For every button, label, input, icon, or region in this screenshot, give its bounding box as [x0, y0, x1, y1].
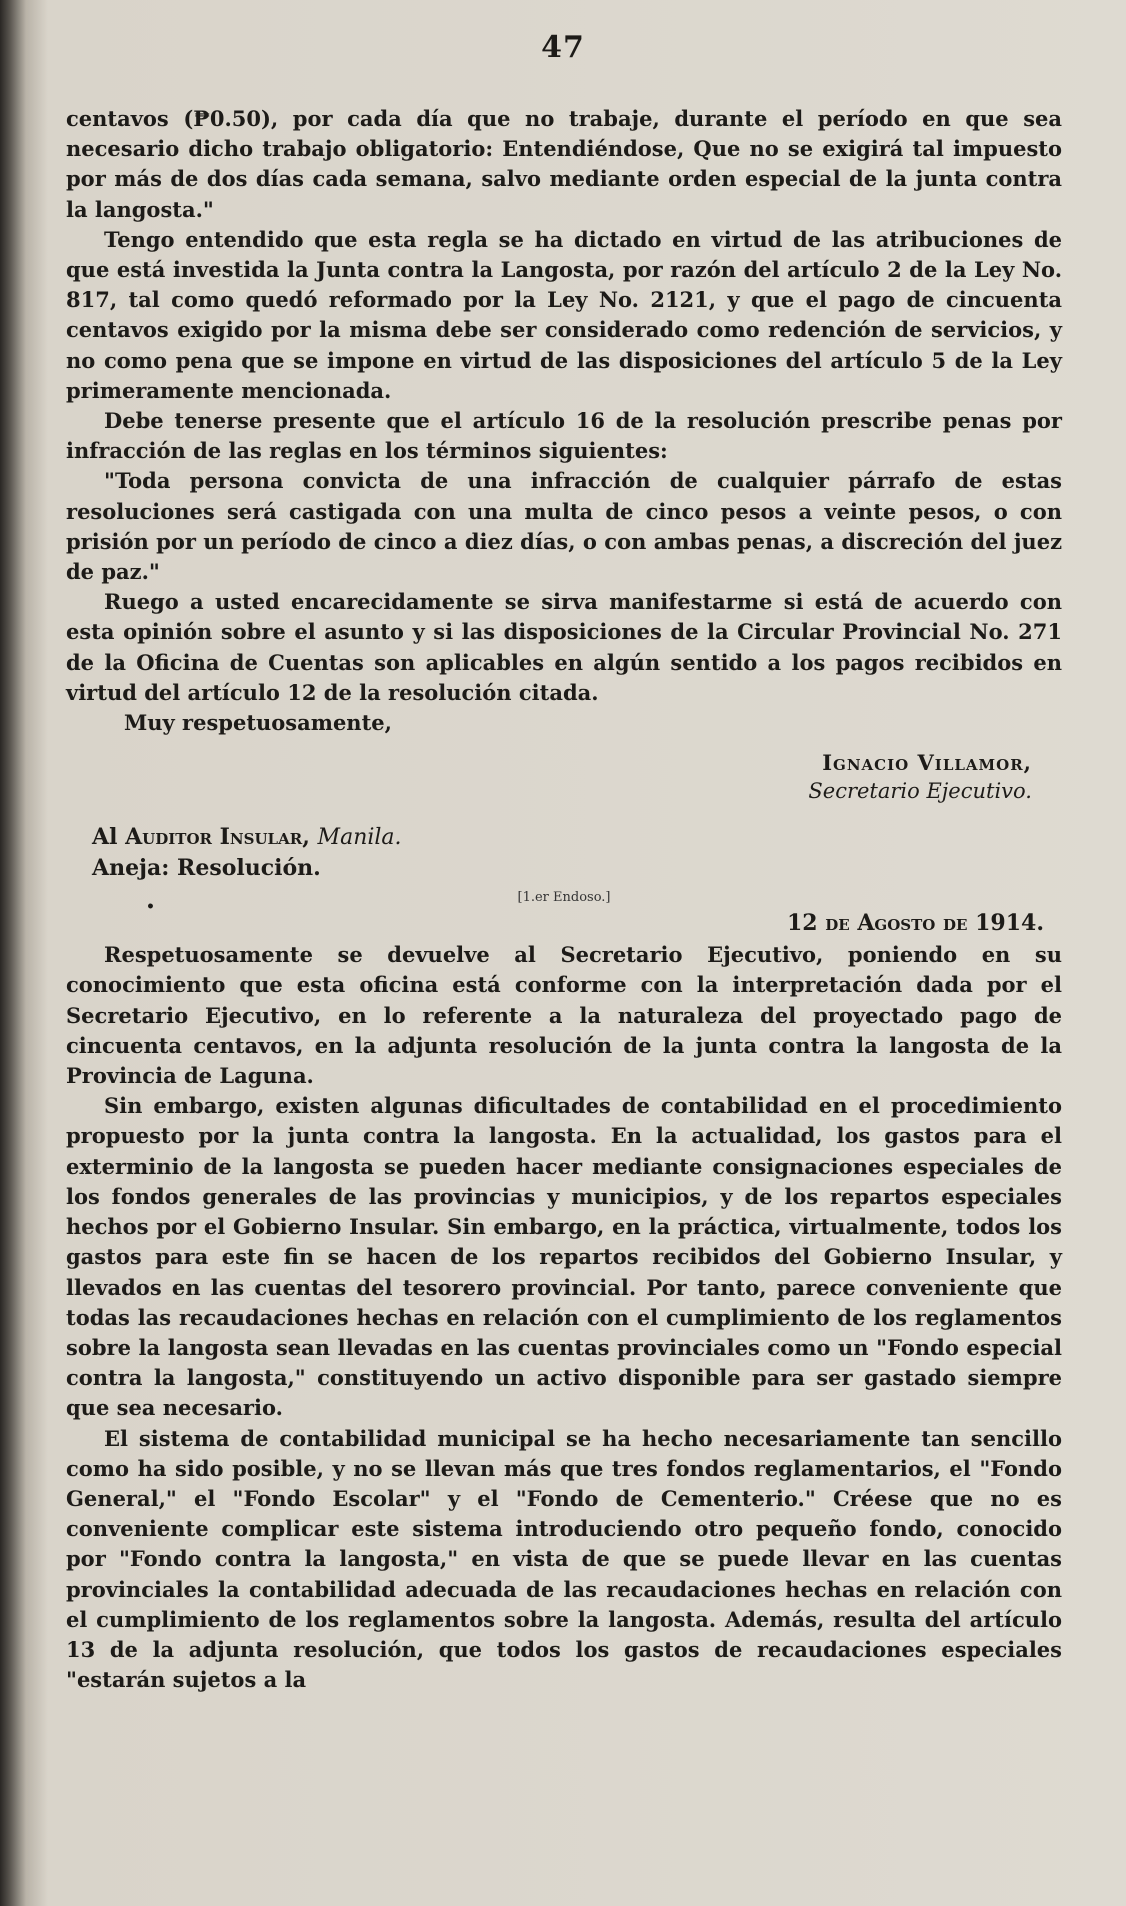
paragraph-municipal-accounting: El sistema de contabilidad municipal se ha hecho necesariamente tan sencillo como ha sido posible, y no se llevan más que tres fondos reglamentarios, el "Fondo General," el "Fondo Escolar" y el "Fondo de Cementerio." Créese que no es conveniente complicar este sistema introduciendo otro pequeño fondo, conocido por "Fondo contra la langosta," en vista de que se puede llevar en las cuentas provinciales la contabilidad adecuada de las recaudaciones hechas en relación con el cumplimiento de los reglamentos sobre la langosta. Además, resulta del artículo 13 de la adjunta resolución, que todos los gastos de recaudaciones especiales "estarán sujetos a la — [66, 1425, 1062, 1693]
paragraph-endorsement-reply: Respetuosamente se devuelve al Secretario Ejecutivo, poniendo en su conocimiento que esta oficina está conforme con la interpretación dada por el Secretario Ejecutivo, en lo referente a la naturaleza del proyectado pago de cincuenta centavos, en la adjunta resolución de la junta contra la langosta de la Provincia de Laguna. — [66, 942, 1062, 1089]
endorsement-heading: [1.er Endoso.] — [517, 890, 611, 906]
addressee-recipient: Auditor Insular, — [125, 824, 310, 851]
letter-body — [66, 104, 1062, 1695]
paragraph-request: Ruego a usted encarecidamente se sirva manifestarme si está de acuerdo con esta opinión sobre el asunto y si las disposiciones de la Circular Provincial No. 271 de la Oficina de Cuentas son aplicables en algún sentido a los pagos recibidos en virtud del artículo 12 de la resolución citada. — [66, 589, 1062, 705]
page-number: 47 — [541, 30, 585, 65]
signature-block — [66, 748, 1062, 806]
paragraph-accounting-difficulties: Sin embargo, existen algunas dificultades de contabilidad en el procedimiento propuesto por la junta contra la langosta. En la actualidad, los gastos para el exterminio de la langosta se pueden hacer mediante consignaciones especiales de los fondos generales de las provincias y municipios, y de los repartos especiales hechos por el Gobierno Insular. Sin embargo, en la práctica, virtualmente, todos los gastos para este fin se hacen de los repartos recibidos del Gobierno Insular, y llevados en las cuentas del tesorero provincial. Por tanto, parece conveniente que todas las recaudaciones hechas en relación con el cumplimiento de los reglamentos sobre la langosta sean llevadas en las cuentas provinciales como un "Fondo especial contra la langosta," constituyendo un activo disponible para ser gastado siempre que sea necesario. — [66, 1093, 1062, 1421]
paragraph-article-16: Debe tenerse presente que el artículo 16 de la resolución prescribe penas por infracción de las reglas en los términos siguientes: — [66, 408, 1062, 464]
addressee-prefix: Al — [92, 824, 118, 851]
signatory-name: Ignacio Villamor, — [822, 750, 1032, 776]
paragraph-continuation: centavos (₱0.50), por cada día que no trabaje, durante el período en que sea necesario dicho trabajo obligatorio: Entendiéndose, Que no se exigirá tal impuesto por más de dos días cada semana, salvo mediante orden especial de la junta contra la langosta." — [66, 106, 1062, 222]
date-text: 12 de Agosto de 1914. — [786, 910, 1044, 937]
addressee-block — [92, 822, 1062, 884]
addressee-city: Manila. — [317, 825, 402, 851]
bullet-mark: • — [146, 899, 155, 916]
addressee-line — [92, 822, 1062, 853]
paragraph-regulation-basis: Tengo entendido que esta regla se ha dictado en virtud de las atribuciones de que está investida la Junta contra la Langosta, por razón del artículo 2 de la Ley No. 817, tal como quedó reformado por la Ley No. 2121, y que el pago de cincuenta centavos exigido por la misma debe ser considerado como redención de servicios, y no como pena que se impone en virtud de las disposiciones del artículo 5 de la Ley primeramente mencionada. — [66, 226, 1062, 403]
enclosure-line: Aneja: Resolución. — [92, 855, 321, 882]
signatory-title: Secretario Ejecutivo. — [808, 779, 1032, 804]
closing-salutation: Muy respetuosamente, — [124, 710, 392, 736]
endorsement-date — [66, 899, 1062, 938]
paragraph-quoted-penalty: "Toda persona convicta de una infracción de cualquier párrafo de estas resoluciones será castigada con una multa de cinco pesos a veinte pesos, o con prisión por un período de cinco a diez días, o con ambas penas, a discreción del juez de paz." — [66, 468, 1062, 585]
